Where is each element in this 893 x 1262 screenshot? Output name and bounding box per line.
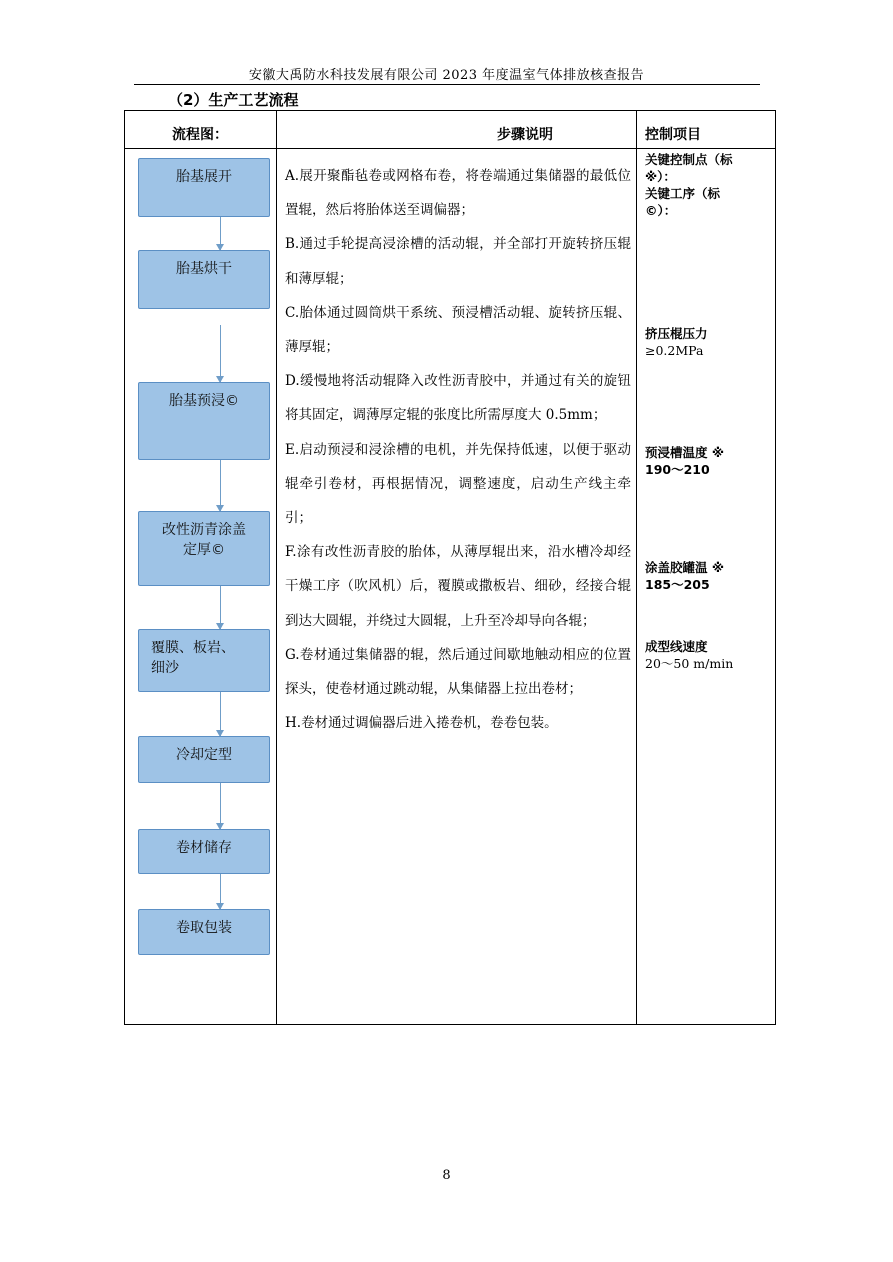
- flow-arrow: [220, 874, 221, 909]
- control-line-speed: [645, 638, 733, 672]
- flow-arrow: [220, 783, 221, 829]
- key-process-line1: 关键工序（标: [645, 186, 721, 201]
- flow-box-text: 覆膜、板岩、: [151, 640, 235, 656]
- page-header: 安徽大禹防水科技发展有限公司 2023 年度温室气体排放核查报告: [248, 68, 645, 83]
- key-control-point-line1: 关键控制点（标: [645, 152, 733, 167]
- pressure-value: ≥0.2MPa: [645, 343, 704, 358]
- step-e: E.启动预浸和浸涂槽的电机，并先保持低速，以便于驱动辊牵引卷材，再根据情况，调整速度，启动生产线主牵引；: [285, 441, 631, 527]
- column-header-controls: 控制项目: [645, 127, 701, 143]
- flow-box-cooling-shaping: [138, 736, 270, 783]
- page-number: 8: [442, 1168, 451, 1183]
- flow-box-text: 胎基展开: [176, 169, 232, 185]
- step-a: A.展开聚酯毡卷或网格布卷，将卷端通过集储器的最低位置辊，然后将胎体送至调偏器；: [285, 168, 631, 219]
- control-coating-temp: [645, 559, 724, 593]
- step-g: G.卷材通过集储器的辊，然后通过间歇地触动相应的位置探头，使卷材通过跳动辊，从集储器上拉出卷材；: [285, 646, 631, 698]
- key-process-line2: ©）：: [645, 203, 677, 218]
- step-h: H.卷材通过调偏器后进入捲卷机，卷卷包装。: [285, 715, 558, 732]
- flow-box-film-slate-sand: [138, 629, 270, 692]
- flow-box-text: 改性沥青涂盖: [162, 522, 246, 538]
- preimpreg-temp-value: 190～210: [645, 462, 710, 477]
- column-divider-1: [276, 111, 277, 1024]
- flow-box-substrate-preimpregnation: [138, 382, 270, 460]
- flow-box-substrate-drying: [138, 250, 270, 309]
- flow-box-winding-packaging: [138, 909, 270, 955]
- coating-temp-label: 涂盖胶罐温 ※: [645, 560, 725, 575]
- header-rule: [134, 84, 760, 85]
- control-preimpreg-temp: [645, 444, 724, 478]
- flow-arrow: [220, 460, 221, 511]
- column-header-steps: 步骤说明: [497, 127, 553, 143]
- flow-arrow: [220, 217, 221, 250]
- flow-box-text: 胎基预浸©: [169, 393, 239, 409]
- step-f: F.涂有改性沥青胶的胎体，从薄厚辊出来，沿水槽冷却经干燥工序（吹风机）后，覆膜或撒板岩、细砂，经接合辊到达大圆辊，并绕过大圆辊，上升至冷却导向各辊；: [285, 544, 631, 629]
- flow-arrow: [220, 586, 221, 629]
- flow-arrow: [220, 325, 221, 382]
- preimpreg-temp-label: 预浸槽温度 ※: [645, 445, 725, 460]
- flow-box-text: 卷取包装: [176, 920, 232, 936]
- flow-box-text: 细沙: [151, 660, 179, 676]
- flow-box-text: 冷却定型: [176, 747, 232, 763]
- process-table: [124, 110, 776, 1025]
- step-c: C.胎体通过圆筒烘干系统、预浸槽活动辊、旋转挤压辊、薄厚辊；: [285, 304, 631, 356]
- flow-box-substrate-unwind: [138, 158, 270, 217]
- coating-temp-value: 185～205: [645, 577, 710, 592]
- header-row-divider: [125, 148, 775, 149]
- pressure-label: 挤压棍压力: [645, 326, 708, 341]
- flow-box-coating-thickness: [138, 511, 270, 586]
- line-speed-label: 成型线速度: [645, 639, 708, 654]
- step-b: B.通过手轮提高浸涂槽的活动辊，并全部打开旋转挤压辊和薄厚辊；: [285, 236, 631, 287]
- section-title: （2）生产工艺流程: [168, 91, 299, 109]
- flow-box-text: 定厚©: [183, 542, 225, 558]
- control-legend: [645, 151, 733, 219]
- flow-box-roll-storage: [138, 829, 270, 874]
- flow-box-text: 卷材储存: [176, 840, 232, 856]
- flow-arrow: [220, 692, 221, 736]
- key-control-point-line2: ※）：: [645, 169, 676, 184]
- flow-box-text: 胎基烘干: [176, 261, 232, 277]
- line-speed-value: 20～50 m/min: [645, 656, 734, 671]
- control-pressure: [645, 325, 708, 359]
- column-divider-2: [636, 111, 637, 1024]
- step-d: D.缓慢地将活动辊降入改性沥青胶中，并通过有关的旋钮将其固定，调薄厚定辊的张度比所需厚度大 0.5mm；: [285, 373, 631, 424]
- column-header-flowchart: 流程图：: [172, 127, 228, 143]
- step-descriptions: [285, 159, 631, 740]
